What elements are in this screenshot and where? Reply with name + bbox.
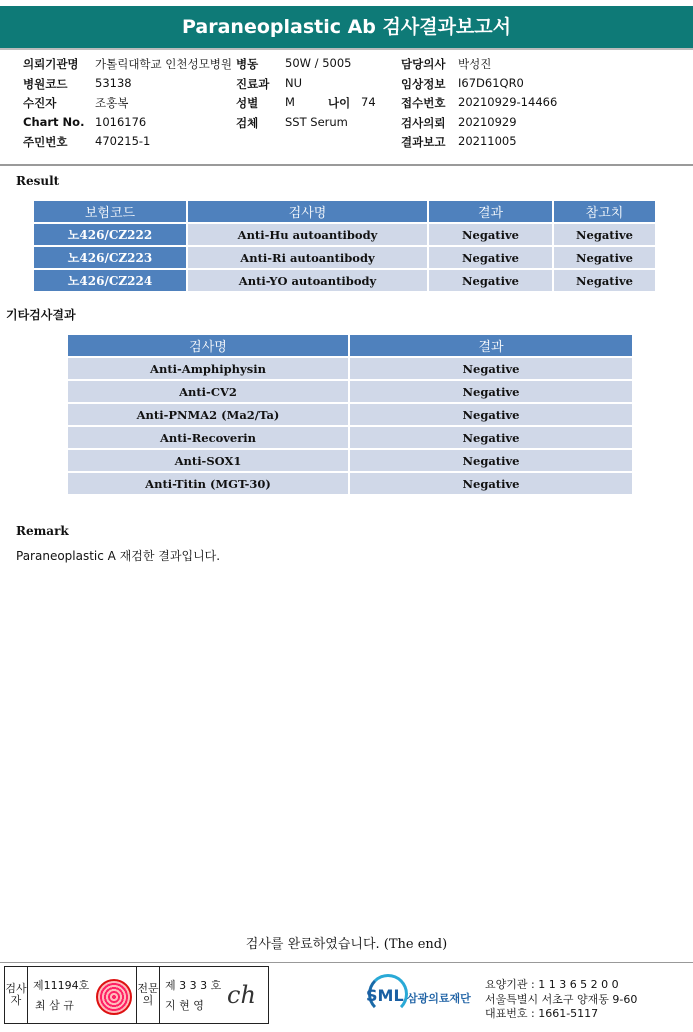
ward-label: 병동 bbox=[236, 57, 259, 71]
other-table-header bbox=[68, 335, 632, 356]
sex-value: M bbox=[285, 95, 295, 109]
sex-label: 성별 bbox=[236, 96, 259, 110]
header-divider bbox=[0, 164, 693, 166]
test-result: Negative bbox=[429, 224, 552, 245]
examiner-name: 최 삼 규 bbox=[35, 999, 74, 1012]
test-name: Anti-Titin (MGT-30) bbox=[68, 473, 348, 494]
table-row bbox=[68, 404, 632, 425]
resident-no-value: 470215-1 bbox=[95, 134, 151, 148]
test-name: Anti-Recoverin bbox=[68, 427, 348, 448]
institution-value: 가톨릭대학교 인천성모병원 bbox=[95, 57, 232, 71]
specialist-license: 제 3 3 3 호 bbox=[165, 979, 222, 992]
signature-divider bbox=[27, 967, 28, 1023]
table-row bbox=[34, 247, 655, 268]
institution-label: 의뢰기관명 bbox=[23, 57, 79, 71]
test-result: Negative bbox=[429, 247, 552, 268]
reference-value: Negative bbox=[554, 247, 655, 268]
title-divider bbox=[0, 48, 693, 50]
doctor-value: 박성진 bbox=[458, 57, 492, 71]
other-section-title: 기타검사결과 bbox=[6, 308, 76, 322]
test-name: Anti-CV2 bbox=[68, 381, 348, 402]
org-phone: 대표번호 : 1661-5117 bbox=[485, 1007, 599, 1020]
chart-no-value: 1016176 bbox=[95, 115, 147, 129]
col-insurance-code: 보험코드 bbox=[34, 201, 186, 222]
specialist-name: 지 현 영 bbox=[165, 999, 204, 1012]
ward-value: 50W / 5005 bbox=[285, 56, 352, 70]
examiner-label: 검사자 bbox=[5, 982, 27, 1007]
signature-box bbox=[4, 966, 269, 1024]
result-table-header bbox=[34, 201, 655, 222]
remark-title: Remark bbox=[16, 524, 69, 538]
sml-logo-name: 삼광의료재단 bbox=[407, 992, 471, 1005]
end-statement-en: (The end) bbox=[383, 937, 448, 952]
table-row bbox=[34, 270, 655, 291]
test-name: Anti-SOX1 bbox=[68, 450, 348, 471]
resident-no-label: 주민번호 bbox=[23, 135, 68, 149]
handwritten-signature: ch bbox=[227, 981, 256, 1009]
table-row bbox=[34, 224, 655, 245]
receipt-no-label: 접수번호 bbox=[401, 96, 446, 110]
insurance-code: 노426/CZ224 bbox=[34, 270, 186, 291]
test-name: Anti-YO autoantibody bbox=[188, 270, 427, 291]
test-name: Anti-Ri autoantibody bbox=[188, 247, 427, 268]
end-statement bbox=[0, 933, 693, 952]
clinical-info-label: 임상정보 bbox=[401, 77, 446, 91]
reference-value: Negative bbox=[554, 270, 655, 291]
specialist-label: 전문의 bbox=[137, 982, 159, 1007]
table-row bbox=[68, 358, 632, 379]
hospital-code-label: 병원코드 bbox=[23, 77, 68, 91]
sml-logo-text: SML bbox=[366, 986, 404, 1005]
test-name: Anti-PNMA2 (Ma2/Ta) bbox=[68, 404, 348, 425]
department-label: 진료과 bbox=[236, 77, 270, 91]
report-date-label: 결과보고 bbox=[401, 135, 446, 149]
department-value: NU bbox=[285, 76, 303, 90]
remark-text: Paraneoplastic A 재검한 결과입니다. bbox=[16, 549, 221, 563]
insurance-code: 노426/CZ223 bbox=[34, 247, 186, 268]
test-result: Negative bbox=[429, 270, 552, 291]
result-section-title: Result bbox=[16, 174, 60, 188]
test-result: Negative bbox=[350, 450, 632, 471]
col-test-name: 검사명 bbox=[188, 201, 427, 222]
test-name: Anti-Hu autoantibody bbox=[188, 224, 427, 245]
test-result: Negative bbox=[350, 473, 632, 494]
hospital-code-value: 53138 bbox=[95, 76, 132, 90]
col-result: 결과 bbox=[429, 201, 552, 222]
patient-value: 조홍복 bbox=[95, 96, 129, 110]
report-title: Paraneoplastic Ab 검사결과보고서 bbox=[181, 16, 511, 38]
examiner-license: 제11194호 bbox=[33, 979, 90, 992]
patient-label: 수진자 bbox=[23, 96, 57, 110]
test-result: Negative bbox=[350, 404, 632, 425]
table-row bbox=[68, 427, 632, 448]
receipt-no-value: 20210929-14466 bbox=[458, 95, 558, 109]
clinical-info-value: I67D61QR0 bbox=[458, 76, 524, 90]
org-address: 서울특별시 서초구 양재동 9-60 bbox=[485, 993, 638, 1006]
request-date-label: 검사의뢰 bbox=[401, 116, 446, 130]
signature-divider bbox=[159, 967, 160, 1023]
insurance-code: 노426/CZ222 bbox=[34, 224, 186, 245]
report-title-bar bbox=[0, 6, 693, 48]
table-row bbox=[68, 450, 632, 471]
reference-value: Negative bbox=[554, 224, 655, 245]
col-test-name: 검사명 bbox=[68, 335, 348, 356]
specimen-label: 검체 bbox=[236, 116, 259, 130]
result-table bbox=[32, 199, 657, 293]
table-row bbox=[68, 473, 632, 494]
test-name: Anti-Amphiphysin bbox=[68, 358, 348, 379]
org-code: 요양기관 : 1 1 3 6 5 2 0 0 bbox=[485, 978, 619, 991]
col-result: 결과 bbox=[350, 335, 632, 356]
age-label: 나이 bbox=[328, 96, 351, 110]
report-date-value: 20211005 bbox=[458, 134, 517, 148]
specimen-value: SST Serum bbox=[285, 115, 348, 129]
age-value: 74 bbox=[361, 95, 376, 109]
sml-logo bbox=[364, 974, 480, 1016]
test-result: Negative bbox=[350, 358, 632, 379]
chart-no-label: Chart No. bbox=[23, 115, 85, 129]
request-date-value: 20210929 bbox=[458, 115, 517, 129]
footer-divider bbox=[0, 962, 693, 963]
test-result: Negative bbox=[350, 381, 632, 402]
col-reference: 참고치 bbox=[554, 201, 655, 222]
test-result: Negative bbox=[350, 427, 632, 448]
official-seal-stamp bbox=[96, 979, 132, 1015]
table-row bbox=[68, 381, 632, 402]
doctor-label: 담당의사 bbox=[401, 57, 446, 71]
end-statement-ko: 검사를 완료하였습니다. bbox=[245, 937, 380, 952]
other-tests-table bbox=[66, 333, 634, 496]
